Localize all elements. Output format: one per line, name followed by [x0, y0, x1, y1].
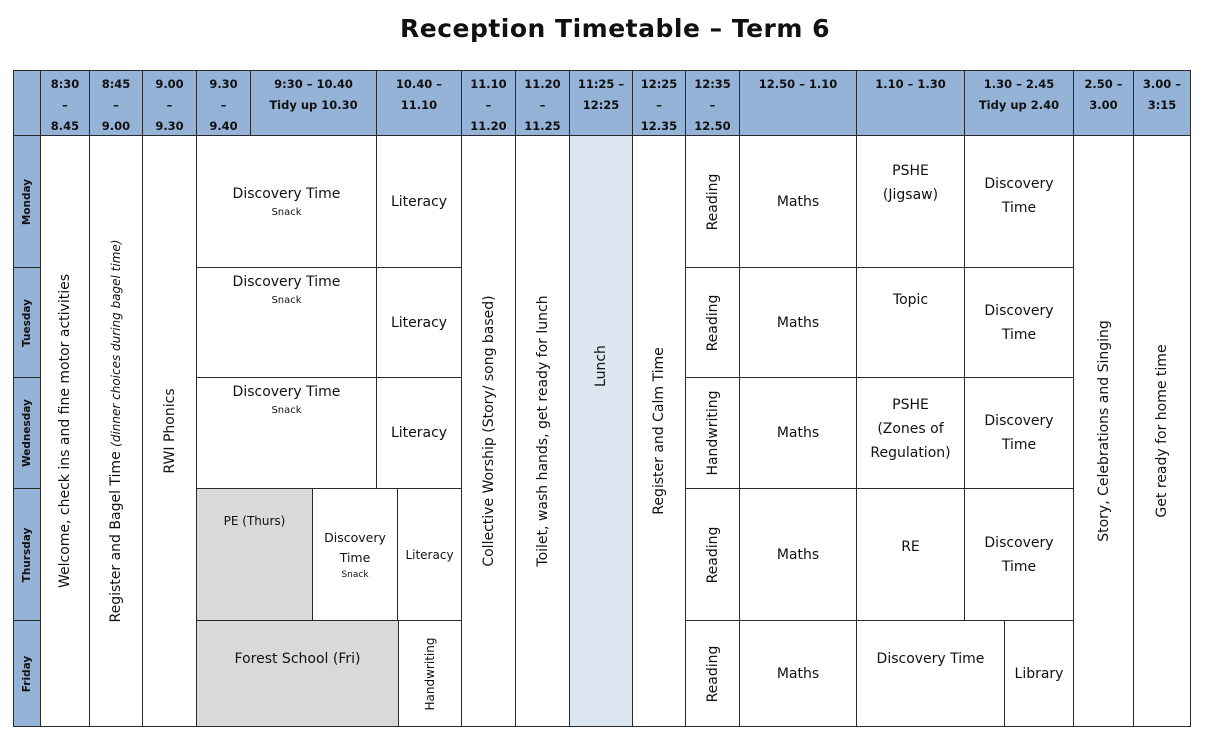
day-monday: Monday [14, 136, 41, 268]
fri-handwriting: Handwriting [399, 621, 462, 727]
thu-literacy: Literacy [398, 489, 462, 621]
fri-forest-school: Forest School (Fri) [197, 621, 399, 727]
thu-discovery-pm: Discovery Time [965, 489, 1074, 621]
wed-maths: Maths [740, 378, 857, 489]
header-1110: 11.10 – 11.20 [462, 71, 516, 136]
header-250: 2.50 – 3.00 [1074, 71, 1134, 136]
mon-discovery: Discovery Time Snack [197, 136, 377, 268]
toilet-span: Toilet, wash hands, get ready for lunch [516, 136, 570, 727]
register-bagel-span: Register and Bagel Time (dinner choices during bagel time) [90, 136, 143, 727]
header-930-1040: 9:30 – 10.40 Tidy up 10.30 [251, 71, 377, 136]
header-1225: 12:25 – 12.35 [633, 71, 686, 136]
header-300: 3.00 – 3:15 [1134, 71, 1191, 136]
thu-re: RE [857, 489, 965, 621]
fri-library: Library [1005, 621, 1074, 727]
tue-topic: Topic [857, 268, 965, 378]
header-900: 9.00 – 9.30 [143, 71, 197, 136]
tue-discovery-pm: Discovery Time [965, 268, 1074, 378]
fri-reading: Reading [686, 621, 740, 727]
wed-handwriting: Handwriting [686, 378, 740, 489]
thu-pe: PE (Thurs) [197, 489, 313, 621]
tue-maths: Maths [740, 268, 857, 378]
mon-discovery-pm: Discovery Time [965, 136, 1074, 268]
header-1120: 11.20 – 11.25 [516, 71, 570, 136]
mon-reading: Reading [686, 136, 740, 268]
tue-reading: Reading [686, 268, 740, 378]
day-wednesday: Wednesday [14, 378, 41, 489]
mon-maths: Maths [740, 136, 857, 268]
worship-span: Collective Worship (Story/ song based) [462, 136, 516, 727]
thu-discovery: Discovery Time Snack [313, 489, 398, 621]
day-tuesday: Tuesday [14, 268, 41, 378]
thu-maths: Maths [740, 489, 857, 621]
tue-literacy: Literacy [377, 268, 462, 378]
day-thursday: Thursday [14, 489, 41, 621]
header-corner [14, 71, 41, 136]
wed-discovery: Discovery Time Snack [197, 378, 377, 489]
phonics-span: RWI Phonics [143, 136, 197, 727]
header-110: 1.10 – 1.30 [857, 71, 965, 136]
wed-discovery-pm: Discovery Time [965, 378, 1074, 489]
mon-pshe: PSHE (Jigsaw) [857, 136, 965, 268]
wed-pshe: PSHE (Zones of Regulation) [857, 378, 965, 489]
header-930: 9.30 – 9.40 [197, 71, 251, 136]
header-1235: 12:35 – 12.50 [686, 71, 740, 136]
fri-discovery-pm: Discovery Time [857, 621, 1005, 727]
header-1040: 10.40 – 11.10 [377, 71, 462, 136]
header-130: 1.30 – 2.45 Tidy up 2.40 [965, 71, 1074, 136]
header-830: 8:30 – 8.45 [41, 71, 90, 136]
wed-literacy: Literacy [377, 378, 462, 489]
mon-literacy: Literacy [377, 136, 462, 268]
timetable [13, 70, 1191, 727]
header-1250: 12.50 – 1.10 [740, 71, 857, 136]
page-title: Reception Timetable – Term 6 [399, 14, 830, 43]
story-span: Story, Celebrations and Singing [1074, 136, 1134, 727]
header-845: 8:45 – 9.00 [90, 71, 143, 136]
register-calm-span: Register and Calm Time [633, 136, 686, 727]
header-1125: 11:25 – 12:25 [570, 71, 633, 136]
home-span: Get ready for home time [1134, 136, 1191, 727]
thu-reading: Reading [686, 489, 740, 621]
welcome-span: Welcome, check ins and fine motor activities [41, 136, 90, 727]
day-friday: Friday [14, 621, 41, 727]
lunch-span: Lunch [570, 136, 633, 727]
fri-maths: Maths [740, 621, 857, 727]
tue-discovery: Discovery Time Snack [197, 268, 377, 378]
